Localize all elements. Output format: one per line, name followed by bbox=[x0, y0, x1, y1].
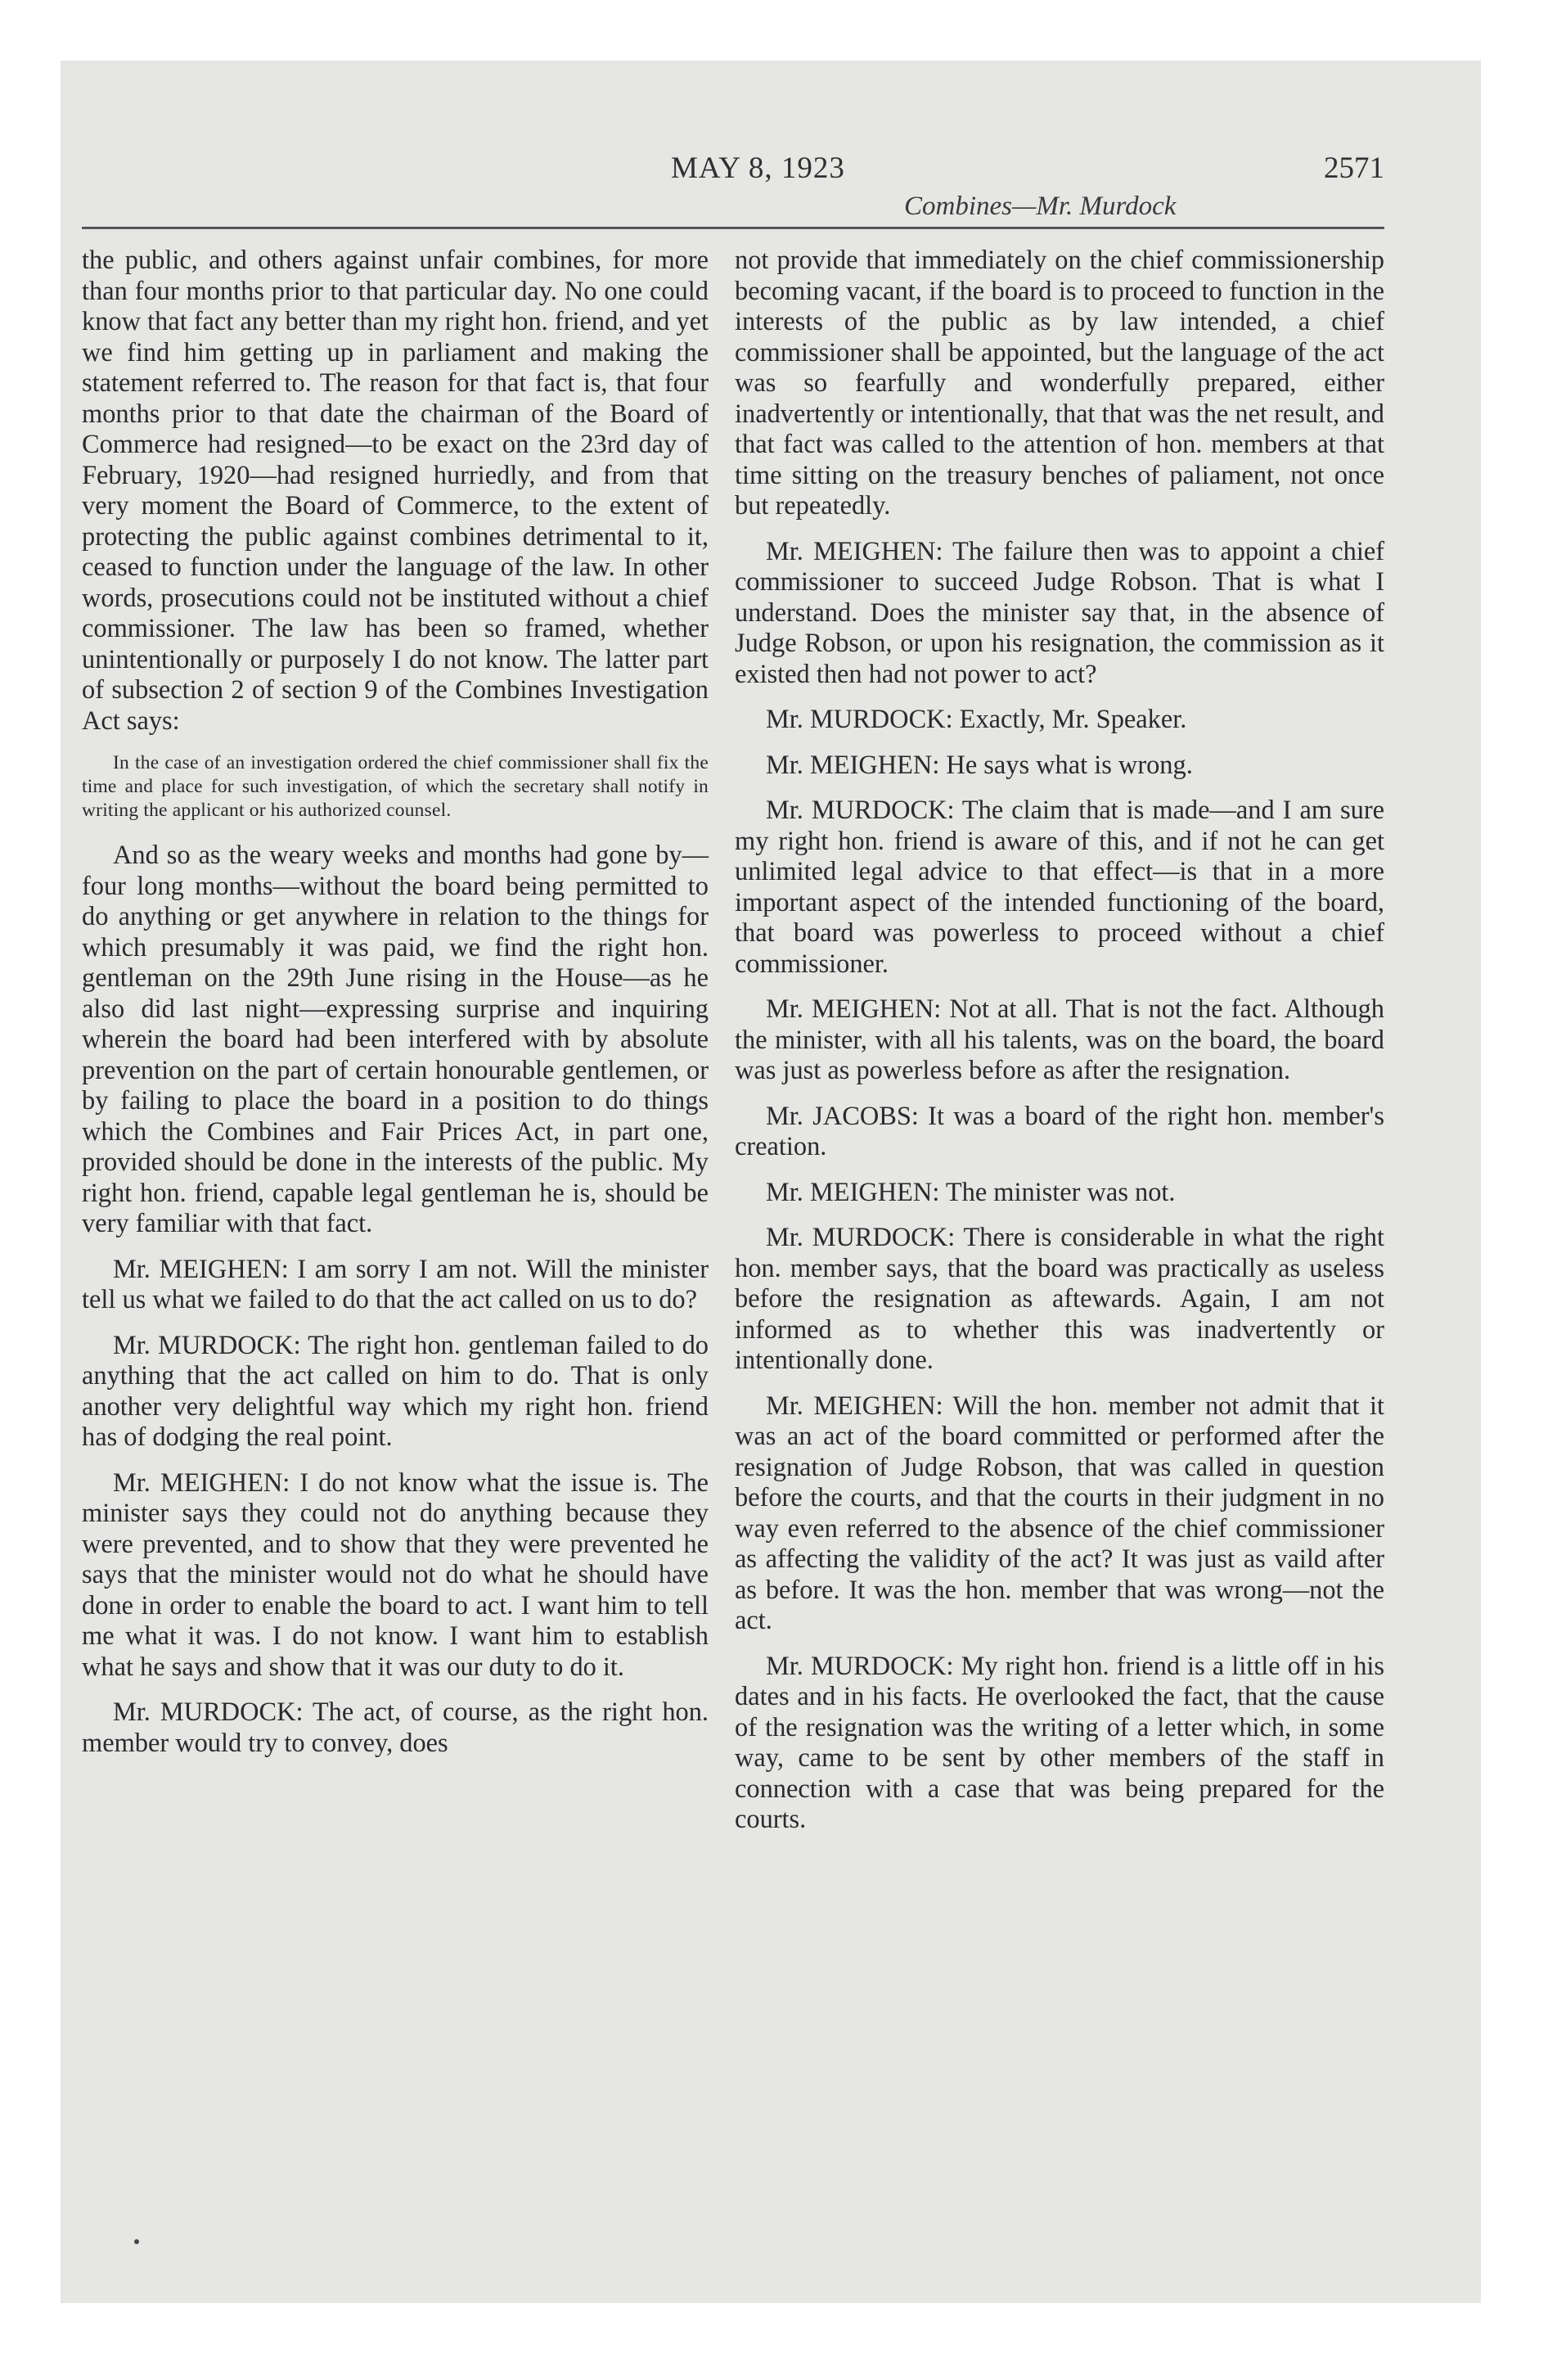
speech-murdock: Mr. MURDOCK: The act, of course, as the right hon. member would try to convey, does bbox=[82, 1697, 709, 1758]
speech-meighen: Mr. MEIGHEN: He says what is wrong. bbox=[766, 750, 1193, 780]
speech-murdock: Mr. MURDOCK: The claim that is made—and I am sure my right hon. friend is aware of this, and if not he can get unlimited legal advice to that effect—is that in a more important aspect of the intended functioning of the board, that board was powerless to proceed without a chief commissioner. bbox=[735, 796, 1384, 979]
page-header bbox=[82, 90, 1384, 221]
speech-meighen: Mr. MEIGHEN: I am sorry I am not. Will the minister tell us what we failed to do that the act called on us to do? bbox=[82, 1254, 709, 1314]
speech-meighen: Mr. MEIGHEN: Not at all. That is not the fact. Although the minister, with all his talents, was on the board, the board was just as powerless before as after the resignation. bbox=[735, 994, 1384, 1085]
block-quote: In the case of an investigation ordered the chief commissioner shall fix the time and place for such investigation, of which the secretary shall notify in writing the applicant or his authorized counsel. bbox=[82, 752, 709, 821]
header-running-title: Combines—Mr. Murdock bbox=[904, 192, 1177, 221]
speech-jacobs: Mr. JACOBS: It was a board of the right hon. member's creation. bbox=[735, 1101, 1384, 1161]
speech-murdock: Mr. MURDOCK: There is considerable in what the right hon. member says, that the board was practically as useless before the resignation as aftewards. Again, I am not informed as to whether this was inadvertently or intentionally done. bbox=[735, 1223, 1384, 1375]
header-page-number: 2571 bbox=[1324, 151, 1384, 185]
speech-meighen: Mr. MEIGHEN: Will the hon. member not admit that it was an act of the board committed or performed after the resignation of Judge Robson, that was called in question before the courts, and that the courts in their judgment in no way even referred to the absence of the chief commissioner as affecting the validity of the act? It was just as vaild after as before. It was the hon. member that was wrong—not the act. bbox=[735, 1391, 1384, 1635]
left-column bbox=[82, 246, 709, 1774]
header-date: MAY 8, 1923 bbox=[671, 151, 845, 185]
stray-mark bbox=[134, 2239, 139, 2244]
paragraph: the public, and others against unfair combines, for more than four months prior to that particular day. No one could know that fact any better than my right hon. friend, and yet we find him getting up in parliament and making the statement referred to. The reason for that fact is, that four months prior to that date the chairman of the Board of Commerce had resigned—to be exact on the 23rd day of February, 1920—had resigned hurriedly, and from that very moment the Board of Commerce, to the extent of protecting the public against combines detrimental to it, ceased to function under the language of the law. In other words, prosecutions could not be instituted without a chief commissioner. The law has been so framed, whether unintentionally or purposely I do not know. The latter part of subsection 2 of section 9 of the Combines Investigation Act says: bbox=[82, 246, 709, 736]
speech-meighen: Mr. MEIGHEN: The minister was not. bbox=[766, 1177, 1176, 1207]
speech-meighen: Mr. MEIGHEN: I do not know what the issue is. The minister says they could not do anything because they were prevented, and to show that they were prevented he says that the minister would not do what he should have done in order to enable the board to act. I want him to tell me what it was. I do not know. I want him to establish what he says and show that it was our duty to do it. bbox=[82, 1467, 709, 1682]
paragraph: And so as the weary weeks and months had gone by—four long months—without the board being permitted to do anything or get anywhere in relation to the things for which presumably it was paid, we find the right hon. gentleman on the 29th June rising in the House—as he also did last night—expressing surprise and inquiring wherein the board had been interfered with by absolute prevention on the part of certain honourable gentlemen, or by failing to place the board in a position to do things which the Combines and Fair Prices Act, in part one, provided should be done in the interests of the public. My right hon. friend, capable legal gentleman he is, should be very familiar with that fact. bbox=[82, 841, 709, 1238]
speech-murdock: Mr. MURDOCK: Exactly, Mr. Speaker. bbox=[766, 705, 1187, 734]
speech-meighen: Mr. MEIGHEN: The failure then was to appoint a chief commissioner to succeed Judge Robson. That is what I understand. Does the minister say that, in the absence of Judge Robson, or upon his resignation, the commission as it existed then had not power to act? bbox=[735, 536, 1384, 689]
speech-murdock: Mr. MURDOCK: My right hon. friend is a little off in his dates and in his facts. He overlooked the fact, that the cause of the resignation was the writing of a letter which, in some way, came to be sent by other members of the staff in connection with a case that was being prepared for the courts. bbox=[735, 1651, 1384, 1834]
paragraph: not provide that immediately on the chief commissionership becoming vacant, if the board is to proceed to function in the interests of the public as by law intended, a chief commissioner shall be appointed, but the language of the act was so fearfully and wonderfully prepared, either inadvertently or intentionally, that that was the net result, and that fact was called to the attention of hon. members at that time sitting on the treasury benches of paliament, not once but repeatedly. bbox=[735, 246, 1384, 521]
right-column bbox=[735, 246, 1384, 1850]
speech-murdock: Mr. MURDOCK: The right hon. gentleman failed to do anything that the act called on him to do. That is only another very delightful way which my right hon. friend has of dodging the real point. bbox=[82, 1330, 709, 1452]
header-rule bbox=[82, 227, 1384, 229]
